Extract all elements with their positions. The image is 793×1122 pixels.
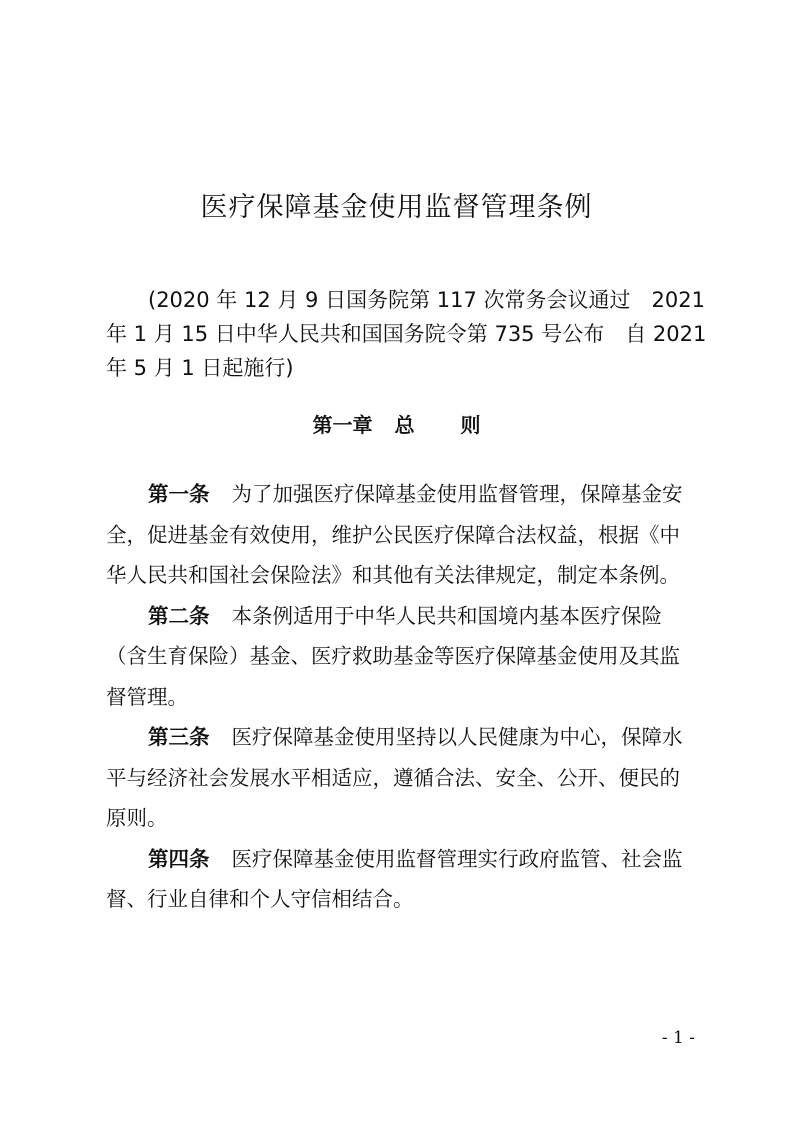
article-line <box>106 839 696 880</box>
chapter-heading <box>0 409 793 441</box>
article-line: （含生育保险）基金、医疗救助基金等医疗保障基金使用及其监 <box>106 644 680 668</box>
page-number: - 1 - <box>661 1028 695 1048</box>
article-number: 第四条 <box>148 846 210 871</box>
article-1 <box>106 474 696 596</box>
article-line: 平与经济社会发展水平相适应，遵循合法、安全、公开、便民的 <box>106 765 680 790</box>
promulgation-line: 年 1 月 15 日中华人民共和国国务院令第 735 号公布 自 2021 <box>106 322 707 346</box>
article-line <box>106 474 696 515</box>
article-line <box>106 596 696 637</box>
article-number: 第二条 <box>148 603 210 628</box>
article-text: 本条例适用于中华人民共和国境内基本医疗保险 <box>231 603 662 628</box>
promulgation-line: (2020 年 12 月 9 日国务院第 117 次常务会议通过 2021 <box>148 288 705 312</box>
article-text: 为了加强医疗保障基金使用监督管理，保障基金安 <box>231 482 683 506</box>
article-number: 第三条 <box>148 725 210 749</box>
promulgation-note <box>106 283 707 385</box>
article-list <box>106 474 696 920</box>
article-line: 华人民共和国社会保险法》和其他有关法律规定，制定本条例。 <box>106 563 680 587</box>
chapter-number: 第一章 <box>312 413 373 437</box>
article-line: 督管理。 <box>106 684 188 709</box>
article-line: 督、行业自律和个人守信相结合。 <box>106 887 414 911</box>
article-4 <box>106 839 696 920</box>
article-line: 全，促进基金有效使用，维护公民医疗保障合法权益，根据《中 <box>106 522 680 547</box>
article-3 <box>106 717 696 839</box>
article-line <box>106 717 696 758</box>
chapter-name-part1: 总 <box>394 413 415 437</box>
promulgation-line: 年 5 月 1 日起施行) <box>106 356 294 380</box>
article-number: 第一条 <box>148 482 210 506</box>
document-title: 医疗保障基金使用监督管理条例 <box>200 192 593 223</box>
article-text: 医疗保障基金使用监督管理实行政府监管、社会监 <box>231 846 683 871</box>
article-line: 原则。 <box>106 806 168 830</box>
chapter-name-part2: 则 <box>460 413 481 437</box>
article-text: 医疗保障基金使用坚持以人民健康为中心，保障水 <box>231 725 683 749</box>
article-2 <box>106 596 696 718</box>
